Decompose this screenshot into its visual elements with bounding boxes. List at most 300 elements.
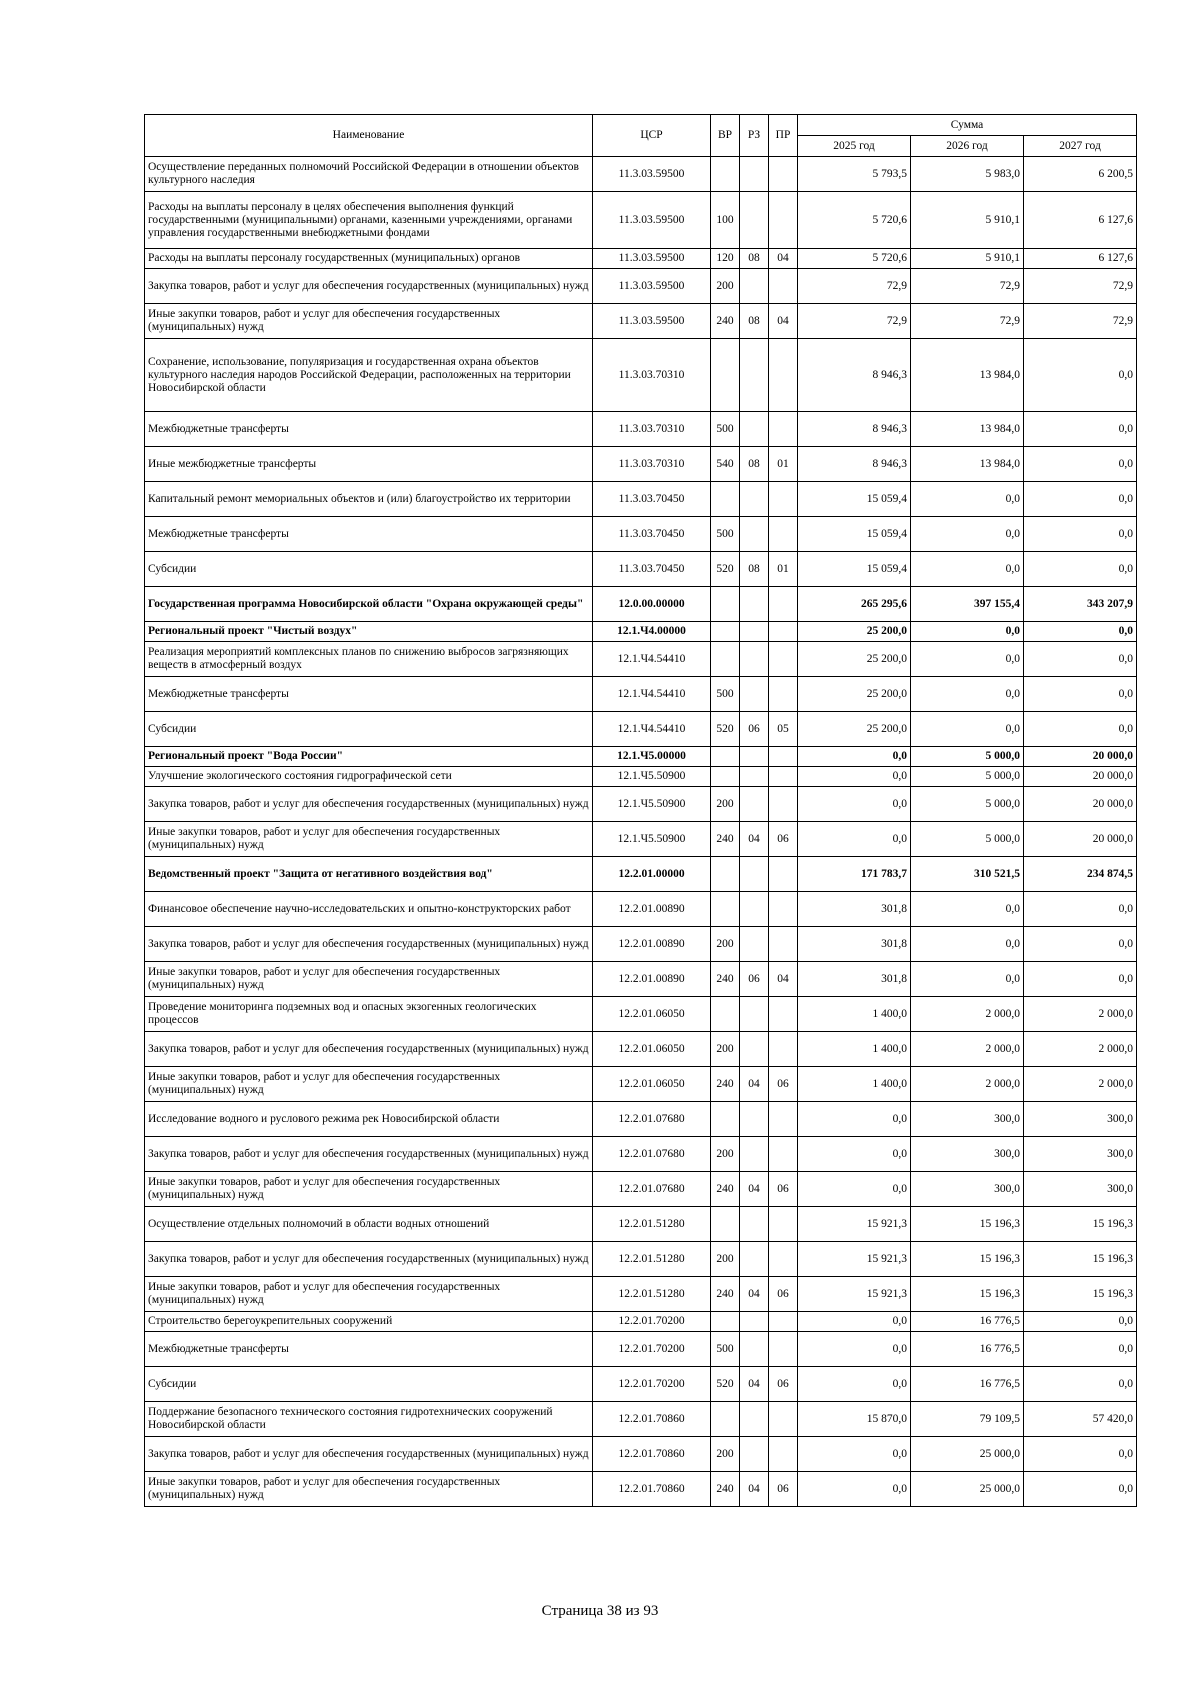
cell-rz — [740, 1032, 769, 1067]
cell-name: Закупка товаров, работ и услуг для обеспечения государственных (муниципальных) нужд — [145, 1137, 593, 1172]
cell-csr: 11.3.03.59500 — [593, 249, 711, 269]
cell-csr: 12.1.Ч4.54410 — [593, 677, 711, 712]
cell-y2025: 265 295,6 — [798, 587, 911, 622]
table-row — [145, 447, 1137, 482]
cell-vr — [711, 339, 740, 412]
table-row — [145, 622, 1137, 642]
cell-pr — [769, 192, 798, 249]
cell-rz — [740, 1242, 769, 1277]
table-row — [145, 192, 1137, 249]
cell-y2026: 16 776,5 — [911, 1332, 1024, 1367]
cell-y2026: 0,0 — [911, 517, 1024, 552]
cell-rz: 08 — [740, 304, 769, 339]
cell-name: Ведомственный проект "Защита от негативного воздействия вод" — [145, 857, 593, 892]
cell-csr: 12.2.01.51280 — [593, 1207, 711, 1242]
cell-vr — [711, 1402, 740, 1437]
cell-rz — [740, 642, 769, 677]
cell-y2027: 0,0 — [1024, 642, 1137, 677]
cell-pr — [769, 997, 798, 1032]
cell-vr: 200 — [711, 927, 740, 962]
cell-y2027: 72,9 — [1024, 304, 1137, 339]
table-row — [145, 962, 1137, 997]
cell-name: Закупка товаров, работ и услуг для обеспечения государственных (муниципальных) нужд — [145, 1437, 593, 1472]
cell-rz — [740, 1402, 769, 1437]
cell-name: Иные закупки товаров, работ и услуг для обеспечения государственных (муниципальных) нужд — [145, 304, 593, 339]
cell-pr: 04 — [769, 962, 798, 997]
cell-vr: 520 — [711, 712, 740, 747]
cell-name: Исследование водного и руслового режима рек Новосибирской области — [145, 1102, 593, 1137]
cell-y2025: 0,0 — [798, 787, 911, 822]
table-row — [145, 1242, 1137, 1277]
cell-name: Субсидии — [145, 552, 593, 587]
cell-name: Проведение мониторинга подземных вод и опасных экзогенных геологических процессов — [145, 997, 593, 1032]
cell-rz — [740, 787, 769, 822]
cell-csr: 11.3.03.70310 — [593, 412, 711, 447]
cell-y2025: 5 720,6 — [798, 192, 911, 249]
cell-vr: 200 — [711, 1137, 740, 1172]
cell-vr: 240 — [711, 1172, 740, 1207]
cell-vr: 200 — [711, 1437, 740, 1472]
cell-y2026: 72,9 — [911, 269, 1024, 304]
cell-y2025: 0,0 — [798, 1312, 911, 1332]
cell-rz: 04 — [740, 1067, 769, 1102]
cell-y2025: 301,8 — [798, 892, 911, 927]
cell-csr: 12.1.Ч4.54410 — [593, 642, 711, 677]
cell-pr: 06 — [769, 1367, 798, 1402]
cell-y2025: 0,0 — [798, 747, 911, 767]
cell-rz — [740, 1437, 769, 1472]
cell-rz: 08 — [740, 447, 769, 482]
cell-vr — [711, 857, 740, 892]
cell-pr — [769, 927, 798, 962]
cell-y2026: 0,0 — [911, 677, 1024, 712]
cell-y2025: 5 793,5 — [798, 157, 911, 192]
cell-y2027: 0,0 — [1024, 1312, 1137, 1332]
cell-pr — [769, 677, 798, 712]
cell-y2026: 2 000,0 — [911, 1032, 1024, 1067]
cell-y2027: 0,0 — [1024, 962, 1137, 997]
cell-vr: 520 — [711, 1367, 740, 1402]
cell-csr: 11.3.03.70450 — [593, 552, 711, 587]
cell-name: Межбюджетные трансферты — [145, 517, 593, 552]
cell-pr: 06 — [769, 1472, 798, 1507]
cell-rz — [740, 1312, 769, 1332]
cell-y2025: 0,0 — [798, 822, 911, 857]
header-csr: ЦСР — [593, 115, 711, 157]
cell-vr — [711, 1102, 740, 1137]
header-pr: ПР — [769, 115, 798, 157]
cell-vr: 120 — [711, 249, 740, 269]
cell-pr: 04 — [769, 304, 798, 339]
cell-y2027: 0,0 — [1024, 622, 1137, 642]
cell-vr: 240 — [711, 304, 740, 339]
cell-name: Межбюджетные трансферты — [145, 677, 593, 712]
cell-csr: 12.1.Ч5.50900 — [593, 767, 711, 787]
cell-name: Иные закупки товаров, работ и услуг для обеспечения государственных (муниципальных) нужд — [145, 962, 593, 997]
cell-vr: 500 — [711, 677, 740, 712]
cell-csr: 11.3.03.59500 — [593, 304, 711, 339]
cell-y2027: 20 000,0 — [1024, 787, 1137, 822]
cell-rz: 08 — [740, 552, 769, 587]
table-row — [145, 482, 1137, 517]
cell-vr — [711, 892, 740, 927]
cell-rz — [740, 339, 769, 412]
cell-y2025: 15 921,3 — [798, 1242, 911, 1277]
cell-name: Расходы на выплаты персоналу государственных (муниципальных) органов — [145, 249, 593, 269]
cell-rz — [740, 482, 769, 517]
cell-y2027: 15 196,3 — [1024, 1242, 1137, 1277]
cell-y2026: 15 196,3 — [911, 1277, 1024, 1312]
cell-csr: 11.3.03.59500 — [593, 269, 711, 304]
cell-csr: 11.3.03.70310 — [593, 447, 711, 482]
cell-y2025: 8 946,3 — [798, 412, 911, 447]
cell-y2026: 5 000,0 — [911, 747, 1024, 767]
cell-csr: 12.2.01.70860 — [593, 1402, 711, 1437]
cell-pr — [769, 1032, 798, 1067]
cell-name: Иные межбюджетные трансферты — [145, 447, 593, 482]
cell-rz — [740, 997, 769, 1032]
cell-y2025: 8 946,3 — [798, 447, 911, 482]
cell-rz: 04 — [740, 1472, 769, 1507]
cell-csr: 12.2.01.00890 — [593, 962, 711, 997]
cell-rz — [740, 412, 769, 447]
cell-vr — [711, 1207, 740, 1242]
cell-y2025: 25 200,0 — [798, 622, 911, 642]
cell-name: Иные закупки товаров, работ и услуг для обеспечения государственных (муниципальных) нужд — [145, 1277, 593, 1312]
cell-csr: 12.1.Ч4.54410 — [593, 712, 711, 747]
cell-y2027: 0,0 — [1024, 482, 1137, 517]
cell-y2025: 1 400,0 — [798, 1067, 911, 1102]
cell-y2025: 15 059,4 — [798, 482, 911, 517]
cell-pr — [769, 892, 798, 927]
table-row — [145, 787, 1137, 822]
table-row — [145, 249, 1137, 269]
cell-vr: 200 — [711, 787, 740, 822]
cell-pr: 05 — [769, 712, 798, 747]
cell-csr: 12.2.01.70200 — [593, 1367, 711, 1402]
cell-y2027: 2 000,0 — [1024, 1032, 1137, 1067]
cell-pr — [769, 482, 798, 517]
cell-y2026: 5 000,0 — [911, 767, 1024, 787]
table-row — [145, 997, 1137, 1032]
cell-rz — [740, 927, 769, 962]
cell-y2027: 0,0 — [1024, 1367, 1137, 1402]
table-row — [145, 517, 1137, 552]
cell-y2026: 25 000,0 — [911, 1437, 1024, 1472]
cell-rz: 04 — [740, 1172, 769, 1207]
cell-vr: 240 — [711, 1067, 740, 1102]
cell-y2027: 300,0 — [1024, 1102, 1137, 1137]
cell-csr: 11.3.03.70450 — [593, 517, 711, 552]
cell-y2025: 0,0 — [798, 1102, 911, 1137]
cell-csr: 11.3.03.70450 — [593, 482, 711, 517]
cell-pr — [769, 1207, 798, 1242]
cell-pr: 01 — [769, 552, 798, 587]
table-row — [145, 767, 1137, 787]
cell-csr: 12.1.Ч5.50900 — [593, 822, 711, 857]
cell-y2025: 8 946,3 — [798, 339, 911, 412]
cell-name: Межбюджетные трансферты — [145, 1332, 593, 1367]
cell-y2025: 25 200,0 — [798, 677, 911, 712]
cell-csr: 12.2.01.51280 — [593, 1277, 711, 1312]
cell-rz — [740, 1137, 769, 1172]
table-row — [145, 1312, 1137, 1332]
cell-y2026: 0,0 — [911, 962, 1024, 997]
table-row — [145, 412, 1137, 447]
table-row — [145, 552, 1137, 587]
cell-y2025: 0,0 — [798, 1437, 911, 1472]
cell-y2025: 0,0 — [798, 1172, 911, 1207]
cell-y2025: 0,0 — [798, 1367, 911, 1402]
cell-rz: 04 — [740, 1367, 769, 1402]
cell-rz — [740, 157, 769, 192]
cell-y2025: 301,8 — [798, 927, 911, 962]
cell-y2026: 310 521,5 — [911, 857, 1024, 892]
cell-pr: 06 — [769, 1277, 798, 1312]
cell-name: Сохранение, использование, популяризация и государственная охрана объектов культурного наследия народов Российской Федерации, расположенных на территории Новосибирской области — [145, 339, 593, 412]
page-number: Страница 38 из 93 — [541, 1603, 659, 1619]
cell-y2026: 0,0 — [911, 622, 1024, 642]
cell-y2025: 301,8 — [798, 962, 911, 997]
cell-name: Осуществление переданных полномочий Российской Федерации в отношении объектов культурного наследия — [145, 157, 593, 192]
cell-vr: 500 — [711, 412, 740, 447]
cell-pr — [769, 857, 798, 892]
cell-name: Капитальный ремонт мемориальных объектов и (или) благоустройство их территории — [145, 482, 593, 517]
cell-vr — [711, 482, 740, 517]
cell-csr: 12.2.01.07680 — [593, 1137, 711, 1172]
cell-csr: 12.2.01.06050 — [593, 997, 711, 1032]
cell-vr — [711, 622, 740, 642]
cell-y2026: 0,0 — [911, 927, 1024, 962]
cell-vr — [711, 587, 740, 622]
cell-y2027: 15 196,3 — [1024, 1207, 1137, 1242]
cell-rz — [740, 1102, 769, 1137]
cell-y2027: 6 127,6 — [1024, 192, 1137, 249]
cell-vr: 200 — [711, 1242, 740, 1277]
cell-y2026: 5 000,0 — [911, 822, 1024, 857]
cell-rz: 06 — [740, 962, 769, 997]
cell-name: Закупка товаров, работ и услуг для обеспечения государственных (муниципальных) нужд — [145, 1242, 593, 1277]
table-row — [145, 1032, 1137, 1067]
cell-vr — [711, 642, 740, 677]
cell-csr: 12.2.01.07680 — [593, 1172, 711, 1207]
cell-y2026: 300,0 — [911, 1137, 1024, 1172]
cell-y2025: 15 870,0 — [798, 1402, 911, 1437]
cell-pr — [769, 1312, 798, 1332]
header-name: Наименование — [145, 115, 593, 157]
cell-rz — [740, 269, 769, 304]
cell-y2027: 15 196,3 — [1024, 1277, 1137, 1312]
cell-pr — [769, 1332, 798, 1367]
cell-y2027: 0,0 — [1024, 339, 1137, 412]
cell-pr: 06 — [769, 1172, 798, 1207]
cell-csr: 12.2.01.06050 — [593, 1067, 711, 1102]
cell-y2025: 0,0 — [798, 1332, 911, 1367]
cell-rz — [740, 857, 769, 892]
cell-y2026: 0,0 — [911, 892, 1024, 927]
table-row — [145, 642, 1137, 677]
header-2027: 2027 год — [1024, 136, 1137, 157]
table-row — [145, 712, 1137, 747]
cell-y2027: 6 200,5 — [1024, 157, 1137, 192]
cell-vr: 500 — [711, 1332, 740, 1367]
cell-pr — [769, 517, 798, 552]
cell-pr — [769, 1102, 798, 1137]
cell-pr — [769, 269, 798, 304]
cell-csr: 12.2.01.51280 — [593, 1242, 711, 1277]
table-row — [145, 1472, 1137, 1507]
cell-rz — [740, 767, 769, 787]
cell-y2025: 25 200,0 — [798, 712, 911, 747]
cell-vr: 540 — [711, 447, 740, 482]
cell-y2026: 13 984,0 — [911, 412, 1024, 447]
cell-y2025: 1 400,0 — [798, 1032, 911, 1067]
cell-name: Иные закупки товаров, работ и услуг для обеспечения государственных (муниципальных) нужд — [145, 822, 593, 857]
header-2026: 2026 год — [911, 136, 1024, 157]
cell-csr: 12.2.01.70200 — [593, 1312, 711, 1332]
cell-y2025: 15 921,3 — [798, 1277, 911, 1312]
cell-pr — [769, 747, 798, 767]
cell-name: Закупка товаров, работ и услуг для обеспечения государственных (муниципальных) нужд — [145, 787, 593, 822]
cell-y2026: 2 000,0 — [911, 1067, 1024, 1102]
cell-y2027: 6 127,6 — [1024, 249, 1137, 269]
cell-pr — [769, 1137, 798, 1172]
cell-y2027: 0,0 — [1024, 517, 1137, 552]
header-vr: ВР — [711, 115, 740, 157]
cell-y2027: 0,0 — [1024, 892, 1137, 927]
cell-vr: 200 — [711, 1032, 740, 1067]
cell-y2025: 5 720,6 — [798, 249, 911, 269]
cell-csr: 12.2.01.00000 — [593, 857, 711, 892]
cell-rz — [740, 677, 769, 712]
cell-rz — [740, 892, 769, 927]
cell-y2026: 79 109,5 — [911, 1402, 1024, 1437]
cell-vr: 240 — [711, 1277, 740, 1312]
cell-csr: 11.3.03.59500 — [593, 157, 711, 192]
cell-name: Субсидии — [145, 1367, 593, 1402]
cell-y2027: 0,0 — [1024, 552, 1137, 587]
cell-rz: 04 — [740, 822, 769, 857]
cell-y2026: 5 910,1 — [911, 249, 1024, 269]
cell-y2026: 15 196,3 — [911, 1207, 1024, 1242]
cell-vr: 240 — [711, 962, 740, 997]
cell-y2026: 2 000,0 — [911, 997, 1024, 1032]
cell-name: Строительство берегоукрепительных сооружений — [145, 1312, 593, 1332]
table-row — [145, 1172, 1137, 1207]
cell-y2027: 0,0 — [1024, 1437, 1137, 1472]
cell-y2025: 15 921,3 — [798, 1207, 911, 1242]
cell-y2026: 13 984,0 — [911, 447, 1024, 482]
table-body — [145, 157, 1137, 1507]
cell-y2027: 0,0 — [1024, 1332, 1137, 1367]
cell-y2027: 0,0 — [1024, 412, 1137, 447]
cell-y2026: 300,0 — [911, 1102, 1024, 1137]
cell-y2027: 72,9 — [1024, 269, 1137, 304]
header-2025: 2025 год — [798, 136, 911, 157]
cell-y2025: 72,9 — [798, 304, 911, 339]
cell-rz — [740, 587, 769, 622]
cell-pr: 04 — [769, 249, 798, 269]
cell-vr — [711, 767, 740, 787]
cell-vr: 500 — [711, 517, 740, 552]
table-row — [145, 1102, 1137, 1137]
cell-y2026: 13 984,0 — [911, 339, 1024, 412]
cell-vr: 520 — [711, 552, 740, 587]
cell-csr: 11.3.03.59500 — [593, 192, 711, 249]
cell-csr: 12.1.Ч5.00000 — [593, 747, 711, 767]
cell-pr: 06 — [769, 1067, 798, 1102]
cell-rz — [740, 192, 769, 249]
cell-y2027: 2 000,0 — [1024, 997, 1137, 1032]
cell-csr: 11.3.03.70310 — [593, 339, 711, 412]
cell-rz — [740, 517, 769, 552]
cell-rz — [740, 622, 769, 642]
cell-y2027: 0,0 — [1024, 447, 1137, 482]
cell-rz — [740, 1207, 769, 1242]
cell-y2027: 0,0 — [1024, 677, 1137, 712]
cell-pr — [769, 1242, 798, 1277]
table-row — [145, 1437, 1137, 1472]
cell-name: Закупка товаров, работ и услуг для обеспечения государственных (муниципальных) нужд — [145, 927, 593, 962]
cell-csr: 12.2.01.70860 — [593, 1437, 711, 1472]
cell-csr: 12.2.01.00890 — [593, 892, 711, 927]
cell-y2025: 171 783,7 — [798, 857, 911, 892]
cell-y2026: 0,0 — [911, 642, 1024, 677]
table-row — [145, 1367, 1137, 1402]
cell-pr — [769, 787, 798, 822]
cell-name: Поддержание безопасного технического состояния гидротехнических сооружений Новосибирской области — [145, 1402, 593, 1437]
table-row — [145, 822, 1137, 857]
cell-csr: 12.2.01.06050 — [593, 1032, 711, 1067]
cell-name: Осуществление отдельных полномочий в области водных отношений — [145, 1207, 593, 1242]
cell-y2027: 20 000,0 — [1024, 747, 1137, 767]
cell-name: Региональный проект "Чистый воздух" — [145, 622, 593, 642]
cell-y2027: 0,0 — [1024, 1472, 1137, 1507]
cell-rz — [740, 747, 769, 767]
cell-y2026: 0,0 — [911, 482, 1024, 517]
table-row — [145, 1067, 1137, 1102]
header-sum: Сумма — [798, 115, 1137, 136]
table-row — [145, 927, 1137, 962]
cell-name: Реализация мероприятий комплексных планов по снижению выбросов загрязняющих веществ в атмосферный воздух — [145, 642, 593, 677]
cell-y2026: 16 776,5 — [911, 1367, 1024, 1402]
cell-pr — [769, 622, 798, 642]
cell-vr — [711, 747, 740, 767]
cell-csr: 12.2.01.70860 — [593, 1472, 711, 1507]
table-row — [145, 892, 1137, 927]
cell-vr: 200 — [711, 269, 740, 304]
cell-vr — [711, 1312, 740, 1332]
cell-pr — [769, 339, 798, 412]
cell-vr: 240 — [711, 822, 740, 857]
table-header — [145, 115, 1137, 157]
cell-pr — [769, 157, 798, 192]
cell-rz — [740, 1332, 769, 1367]
cell-pr: 01 — [769, 447, 798, 482]
cell-name: Иные закупки товаров, работ и услуг для обеспечения государственных (муниципальных) нужд — [145, 1472, 593, 1507]
cell-vr — [711, 997, 740, 1032]
cell-y2027: 300,0 — [1024, 1172, 1137, 1207]
cell-y2025: 72,9 — [798, 269, 911, 304]
cell-y2026: 5 000,0 — [911, 787, 1024, 822]
cell-y2025: 0,0 — [798, 767, 911, 787]
cell-y2026: 25 000,0 — [911, 1472, 1024, 1507]
table-row — [145, 1332, 1137, 1367]
cell-name: Государственная программа Новосибирской области "Охрана окружающей среды" — [145, 587, 593, 622]
table-row — [145, 339, 1137, 412]
cell-y2025: 15 059,4 — [798, 517, 911, 552]
cell-y2027: 300,0 — [1024, 1137, 1137, 1172]
